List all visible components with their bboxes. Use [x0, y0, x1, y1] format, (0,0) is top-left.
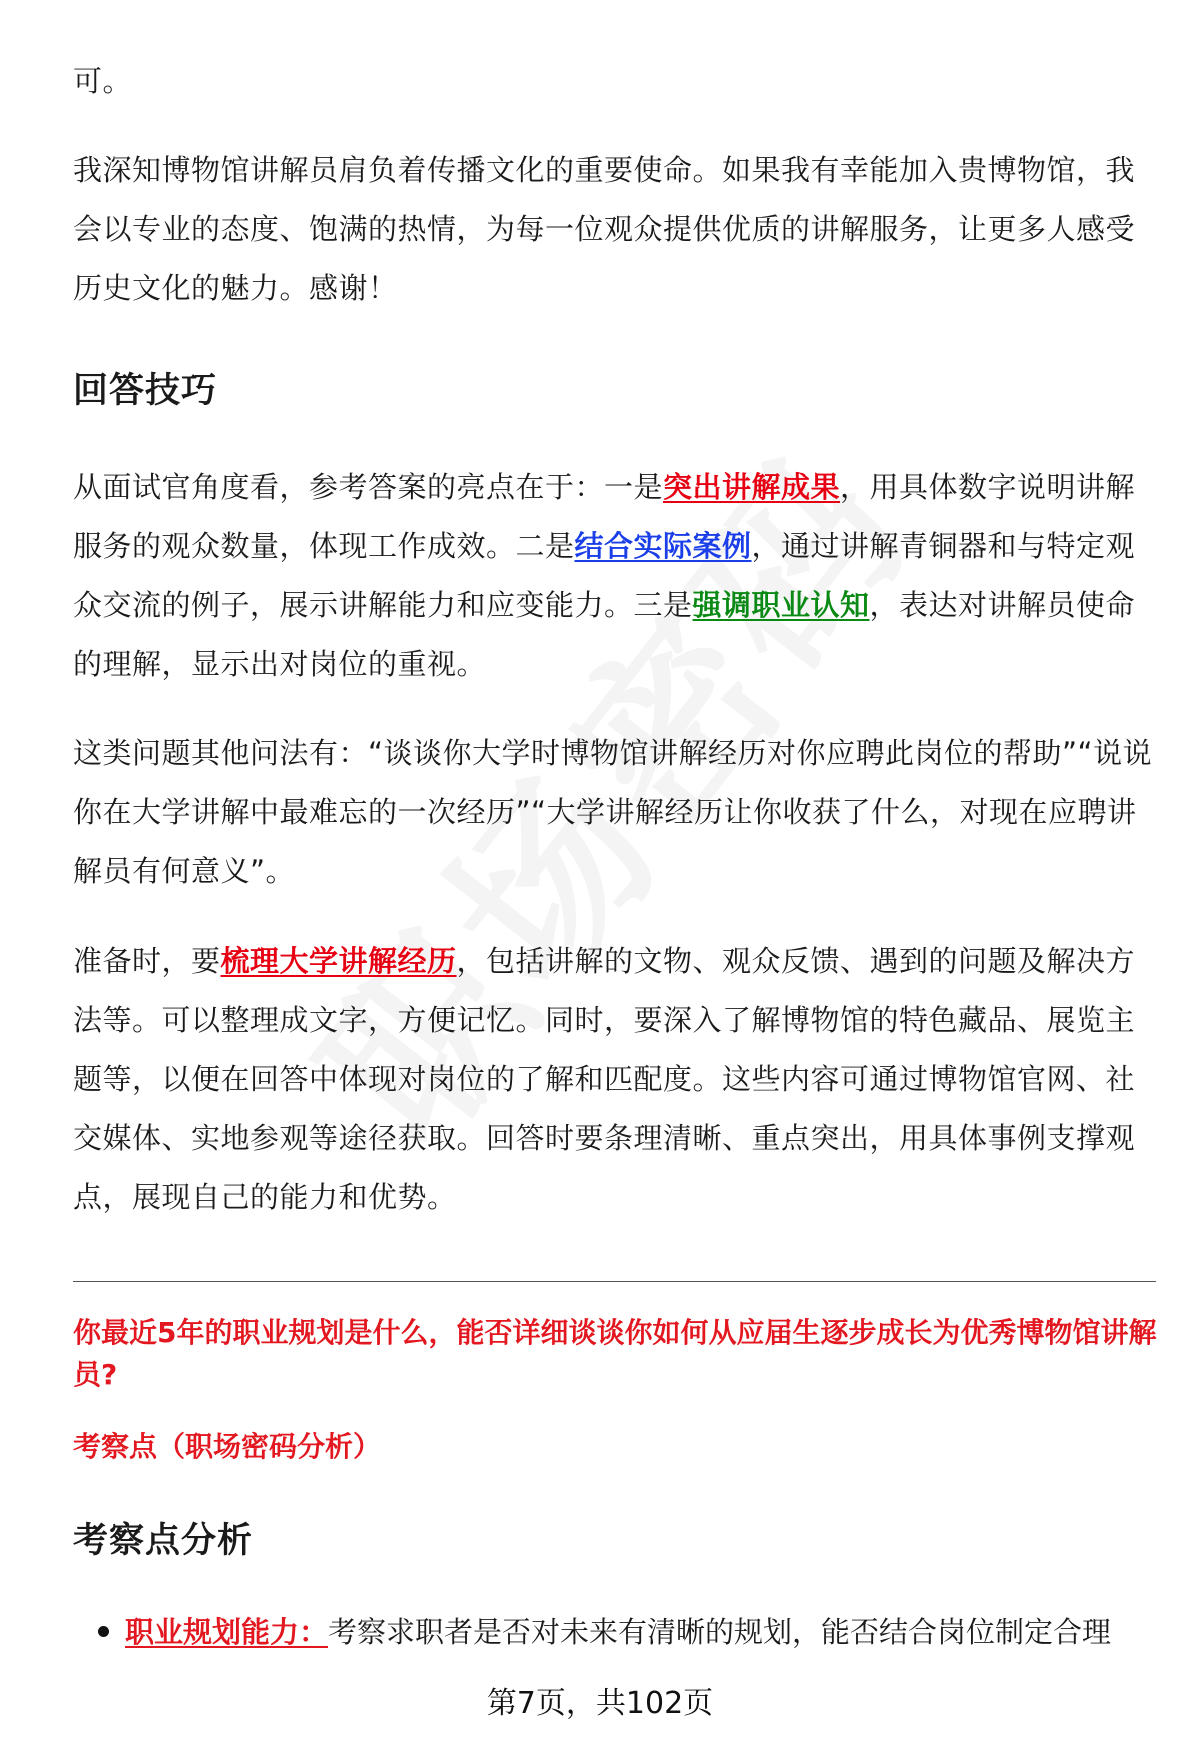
highlight-university-experience: 梳理大学讲解经历 [220, 944, 457, 978]
continuation-text: 可。 [73, 64, 133, 98]
section-divider [73, 1281, 1156, 1282]
tips-paragraph [73, 458, 1158, 694]
prep-paragraph [73, 932, 1158, 1227]
closing-paragraph: 我深知博物馆讲解员肩负着传播文化的重要使命。如果我有幸能加入贵博物馆，我会以专业的态度、饱满的热情，为每一位观众提供优质的讲解服务，让更多人感受历史文化的魅力。感谢！ [73, 153, 1136, 305]
other-questions-paragraph: 这类问题其他问法有：“谈谈你大学时博物馆讲解经历对你应聘此岗位的帮助”“说说你在大学讲解中最难忘的一次经历”“大学讲解经历让你收获了什么，对现在应聘讲解员有何意义”。 [73, 736, 1153, 888]
list-item [98, 1612, 1111, 1652]
tips-text-3: ，通过讲解青铜器和与特定观众交流的例子，展示讲解能力和应变能力。三是 [73, 529, 1136, 622]
page-number-footer: 第7页，共102页 [486, 1686, 714, 1721]
analysis-heading: 考察点分析 [73, 1521, 254, 1561]
bullet-text: 考察求职者是否对未来有清晰的规划，能否结合岗位制定合理 [328, 1615, 1112, 1649]
inspection-point-heading: 考察点（职场密码分析） [73, 1430, 382, 1463]
highlight-career-awareness: 强调职业认知 [692, 588, 870, 622]
tips-text-4: ，表达对讲解员使命的理解，显示出对岗位的重视。 [73, 588, 1136, 681]
tips-text-2: ，用具体数字说明讲解服务的观众数量，体现工作成效。二是 [73, 470, 1136, 563]
tips-heading: 回答技巧 [73, 371, 218, 411]
bullet-icon [98, 1626, 109, 1637]
highlight-cases: 结合实际案例 [574, 529, 752, 563]
prep-text-2: ，包括讲解的文物、观众反馈、遇到的问题及解决方法等。可以整理成文字，方便记忆。同时，要深入了解博物馆的特色藏品、展览主题等，以便在回答中体现对岗位的了解和匹配度。这些内容可通过博物馆官网、社交媒体、实地参观等途径获取。回答时要条理清晰、重点突出，用具体事例支撑观点，展现自己的能力和优势。 [73, 944, 1136, 1214]
prep-text-1: 准备时，要 [73, 944, 221, 978]
bullet-label: 职业规划能力： [125, 1615, 329, 1649]
tips-text-1: 从面试官角度看，参考答案的亮点在于：一是 [73, 470, 664, 504]
interview-question: 你最近5年的职业规划是什么，能否详细谈谈你如何从应届生逐步成长为优秀博物馆讲解员? [73, 1316, 1157, 1391]
highlight-results: 突出讲解成果 [663, 470, 841, 504]
